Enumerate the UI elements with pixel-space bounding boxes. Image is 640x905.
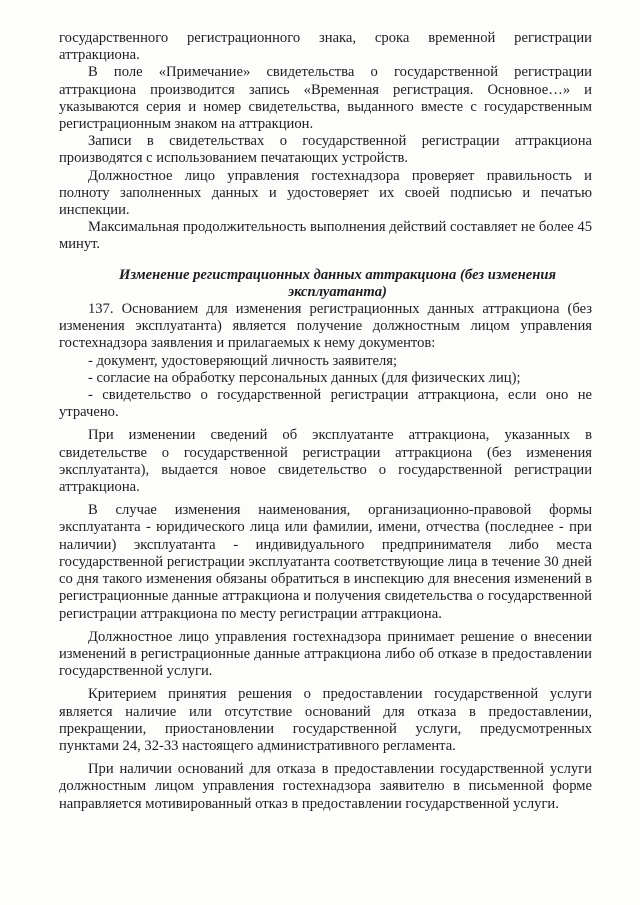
paragraph-name-change-obligation: В случае изменения наименования, организационно-правовой формы эксплуатанта - юридического лица или фамилии, имени, отчества (последнее - при наличии) эксплуатанта - индивидуального предпринимателя либо места государственной регистрации эксплуатанта соответствующие лица в течение 30 дней со дня такого изменения обязаны обратиться в инспекцию для внесения изменений в регистрационные данные аттракциона и получения свидетельства о государственной регистрации аттракциона по месту регистрации аттракциона. bbox=[59, 502, 592, 622]
list-item-personal-data-consent: - согласие на обработку персональных данных (для физических лиц); bbox=[88, 369, 521, 386]
paragraph-printing-devices: Записи в свидетельствах о государственной регистрации аттракциона производятся с использованием печатающих устройств. bbox=[59, 133, 592, 167]
paragraph-refusal: При наличии оснований для отказа в предоставлении государственной услуги должностным лицом управления гостехнадзора заявителю в письменной форме направляется мотивированный отказ в предоставлении государственной услуги. bbox=[59, 761, 592, 812]
paragraph-decision-criterion: Критерием принятия решения о предоставлении государственной услуги является наличие или отсутствие оснований для отказа в предоставлении, прекращении, приостановлении государственной услуги, предусмотренных пунктами 24, 32-33 настоящего административного регламента. bbox=[59, 686, 592, 754]
list-item-identity-document: - документ, удостоверяющий личность заявителя; bbox=[88, 352, 398, 369]
paragraph-registration-sign-continuation: государственного регистрационного знака, срока временной регистрации аттракциона. bbox=[59, 30, 592, 64]
section-heading-line-2: эксплуатанта) bbox=[288, 283, 387, 300]
section-heading-line-1: Изменение регистрационных данных аттракциона (без изменения bbox=[119, 266, 556, 283]
paragraph-new-certificate: При изменении сведений об эксплуатанте аттракциона, указанных в свидетельстве о государственной регистрации аттракциона (без изменения эксплуатанта), выдается новое свидетельство о государственной регистрации аттракциона. bbox=[59, 427, 592, 496]
paragraph-note-field: В поле «Примечание» свидетельства о государственной регистрации аттракциона производится запись «Временная регистрация. Основное…» и указываются серия и номер свидетельства, выданного вместе с государственным регистрационным знаком на аттракцион. bbox=[59, 64, 592, 133]
document-body bbox=[59, 30, 592, 813]
paragraph-decision: Должностное лицо управления гостехнадзора принимает решение о внесении изменений в регистрационные данные аттракциона либо об отказе в предоставлении государственной услуги. bbox=[59, 628, 592, 680]
paragraph-137: 137. Основанием для изменения регистрационных данных аттракциона (без изменения эксплуатанта) является получение должностным лицом управления гостехнадзора заявления и прилагаемых к нему документов: bbox=[59, 301, 592, 352]
paragraph-official-verification: Должностное лицо управления гостехнадзора проверяет правильность и полноту заполненных данных и удостоверяет их своей подписью и печатью инспекции. bbox=[59, 167, 592, 219]
paragraph-max-duration: Максимальная продолжительность выполнения действий составляет не более 45 минут. bbox=[59, 219, 592, 253]
section-heading bbox=[59, 267, 592, 301]
list-item-registration-certificate: - свидетельство о государственной регистрации аттракциона, если оно не утрачено. bbox=[59, 387, 592, 421]
